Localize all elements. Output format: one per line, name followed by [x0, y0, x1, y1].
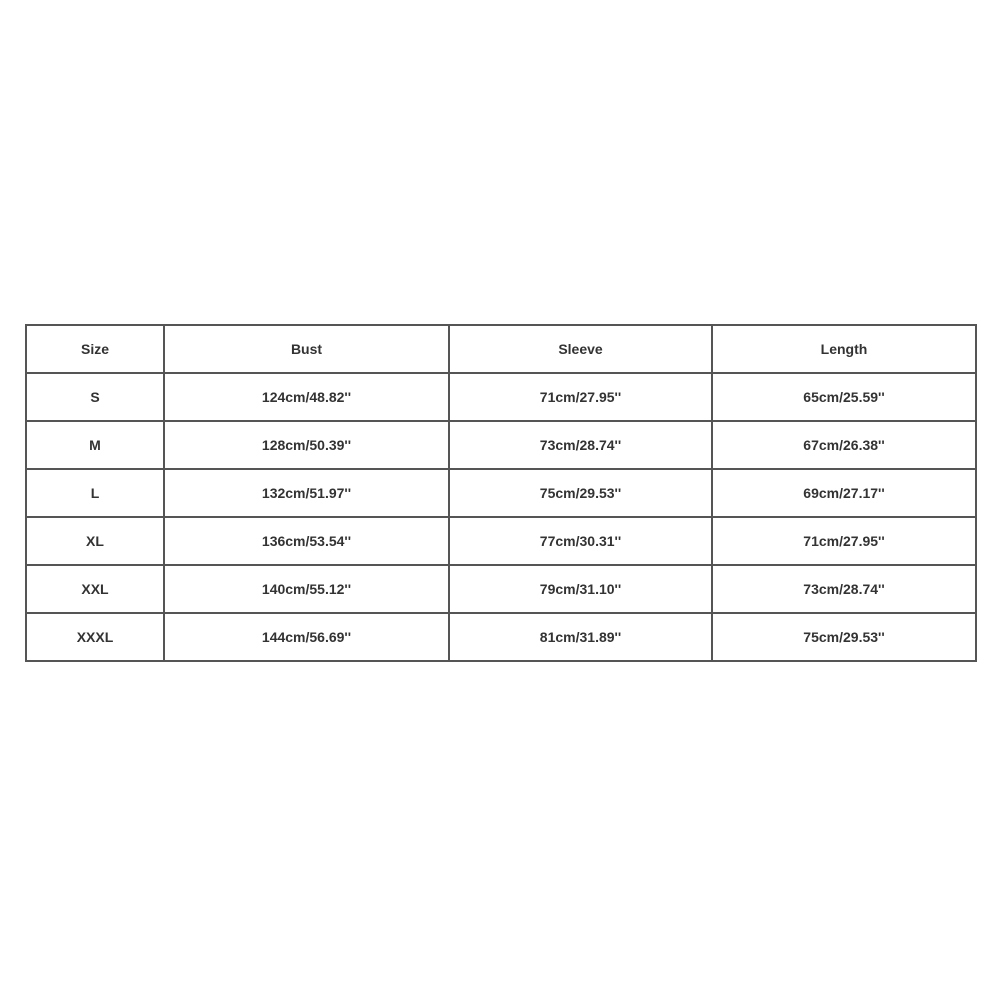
bust-cell: 128cm/50.39'' [164, 421, 449, 469]
bust-cell: 144cm/56.69'' [164, 613, 449, 661]
length-cell: 71cm/27.95'' [712, 517, 976, 565]
length-cell: 69cm/27.17'' [712, 469, 976, 517]
size-cell: L [26, 469, 164, 517]
size-cell: XL [26, 517, 164, 565]
bust-cell: 124cm/48.82'' [164, 373, 449, 421]
length-cell: 65cm/25.59'' [712, 373, 976, 421]
length-cell: 73cm/28.74'' [712, 565, 976, 613]
length-cell: 75cm/29.53'' [712, 613, 976, 661]
sleeve-cell: 79cm/31.10'' [449, 565, 712, 613]
table-row [26, 421, 976, 469]
size-cell: M [26, 421, 164, 469]
sleeve-cell: 75cm/29.53'' [449, 469, 712, 517]
sleeve-cell: 81cm/31.89'' [449, 613, 712, 661]
size-cell: S [26, 373, 164, 421]
size-cell: XXL [26, 565, 164, 613]
sleeve-cell: 77cm/30.31'' [449, 517, 712, 565]
table-row [26, 517, 976, 565]
table-row [26, 565, 976, 613]
table-row [26, 613, 976, 661]
column-header-size: Size [26, 325, 164, 373]
column-header-length: Length [712, 325, 976, 373]
sleeve-cell: 73cm/28.74'' [449, 421, 712, 469]
sleeve-cell: 71cm/27.95'' [449, 373, 712, 421]
bust-cell: 140cm/55.12'' [164, 565, 449, 613]
header-row [26, 325, 976, 373]
size-chart-table [25, 324, 977, 662]
bust-cell: 136cm/53.54'' [164, 517, 449, 565]
length-cell: 67cm/26.38'' [712, 421, 976, 469]
column-header-bust: Bust [164, 325, 449, 373]
column-header-sleeve: Sleeve [449, 325, 712, 373]
table-row [26, 373, 976, 421]
table-row [26, 469, 976, 517]
bust-cell: 132cm/51.97'' [164, 469, 449, 517]
size-cell: XXXL [26, 613, 164, 661]
